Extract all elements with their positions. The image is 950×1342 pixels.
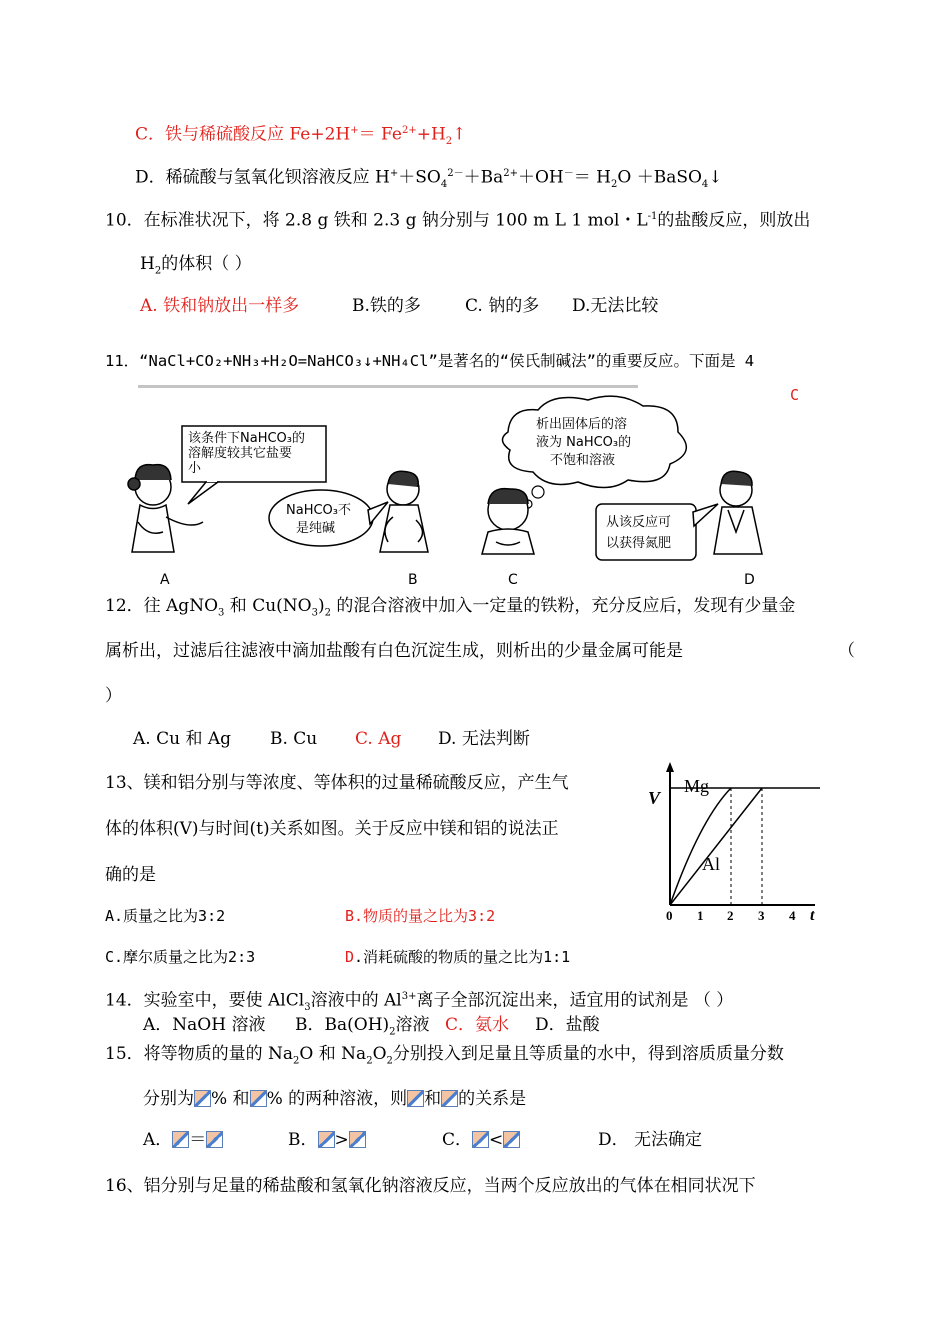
image-placeholder-icon — [503, 1131, 520, 1148]
q15-stem-line2: 分别为 % 和 % 的两种溶液，则 和 的关系是 — [143, 1089, 527, 1109]
q10-stem: 10．在标准状况下，将 2.8 g 铁和 2.3 g 钠分别与 100 m L 1 mol・$L^{-1}$的盐酸反应，则放出 — [105, 210, 811, 231]
q12-option-d: D. 无法判断 — [438, 729, 530, 749]
bubble-b-line1: NaHCO₃不 — [286, 503, 351, 518]
q12-stem-line2: 属析出，过滤后往滤液中滴加盐酸有白色沉淀生成，则析出的少量金属可能是 — [105, 641, 683, 661]
q13-option-c: C.摩尔质量之比为2:3 — [105, 948, 256, 966]
q10-stem-line2: $H_2$的体积（ ） — [140, 254, 252, 277]
image-placeholder-icon — [172, 1131, 189, 1148]
q12-option-b: B. Cu — [270, 729, 318, 749]
mg-label: Mg — [684, 776, 710, 796]
q11-stem: 11．“NaCl+CO₂+NH₃+H₂O=NaHCO₃↓+NH₄Cl”是著名的“侯氏制碱法”的重要反应。下面是 4 — [105, 352, 755, 370]
bubble-a-line1: 该条件下NaHCO₃的 — [188, 431, 305, 446]
q14-stem: 14．实验室中，要使 AlCl$_3$溶液中的 $Al^{3+}$离子全部沉淀出来，适宜用的试剂是 （ ） — [105, 990, 734, 1014]
bubble-d — [596, 504, 696, 560]
person-c-figure — [482, 489, 534, 554]
bubble-c-line1: 析出固体后的溶 — [536, 417, 628, 432]
q13-option-b: B.物质的量之比为3:2 — [345, 907, 496, 925]
label-c: C — [508, 572, 518, 587]
bubble-b-line2: 是纯碱 — [296, 521, 336, 536]
q13-stem-line3: 确的是 — [105, 865, 156, 885]
q15-option-c: C． < — [442, 1129, 520, 1151]
q15-stem-line1: 15．将等物质的量的 $Na_2O$ 和 $Na_2O_2$分别投入到足量且等质量的水中，得到溶质质量分数 — [105, 1044, 784, 1067]
q10-option-b: B.铁的多 — [352, 296, 421, 316]
image-placeholder-icon — [472, 1131, 489, 1148]
bubble-d-line2: 以获得氮肥 — [606, 536, 672, 551]
y-axis-label: V — [648, 788, 661, 808]
person-b-figure — [380, 471, 428, 552]
bubble-a-line3: 小 — [188, 461, 202, 476]
q10-option-a: A. 铁和钠放出一样多 — [140, 296, 300, 316]
q13-stem-line1: 13、镁和铝分别与等浓度、等体积的过量稀硫酸反应，产生气 — [105, 773, 569, 793]
image-placeholder-icon — [407, 1090, 424, 1107]
al-label: Al — [702, 854, 720, 874]
x-axis-label: t — [810, 907, 815, 924]
q14-option-d: D．盐酸 — [535, 1015, 600, 1035]
q16-stem: 16、铝分别与足量的稀盐酸和氢氧化钠溶液反应，当两个反应放出的气体在相同状况下 — [105, 1176, 756, 1196]
tick-2: 2 — [727, 908, 734, 923]
q11-cartoon-illustration — [118, 392, 798, 587]
q12-paren-open: （ — [838, 641, 855, 661]
bubble-c-line3: 不饱和溶液 — [550, 453, 616, 468]
image-placeholder-icon — [206, 1131, 223, 1148]
image-placeholder-icon — [250, 1090, 267, 1107]
q13-volume-time-graph — [640, 760, 825, 925]
q12-option-a: A. Cu 和 Ag — [133, 729, 232, 749]
q13-stem-line2: 体的体积(V)与时间(t)关系如图。关于反应中镁和铝的说法正 — [105, 819, 559, 839]
image-placeholder-icon — [318, 1131, 335, 1148]
image-placeholder-icon — [441, 1090, 458, 1107]
bubble-c-line2: 液为 NaHCO₃的 — [536, 435, 632, 450]
q12-stem-line1: 12．往 AgNO$_3$ 和 $Cu(NO_3)_2$ 的混合溶液中加入一定量的铁粉，充分反应后，发现有少量金 — [105, 596, 796, 619]
image-placeholder-icon — [194, 1090, 211, 1107]
q15-option-a: A． ＝ — [143, 1129, 223, 1151]
tick-4: 4 — [789, 908, 796, 923]
q15-option-d: D． 无法确定 — [598, 1130, 703, 1150]
q12-paren-close: ） — [105, 686, 122, 706]
bubble-a-line2: 溶解度较其它盐要 — [188, 446, 293, 461]
tick-1: 1 — [697, 908, 704, 923]
q12-option-c: C. Ag — [355, 729, 402, 749]
label-b: B — [408, 572, 418, 587]
label-a: A — [160, 572, 170, 587]
q13-option-d: D.消耗硫酸的物质的量之比为1:1 — [345, 948, 571, 966]
q15-option-b: B． > — [288, 1129, 366, 1151]
q11-answer: C — [790, 386, 800, 404]
mg-curve — [670, 788, 731, 905]
q14-option-b: B．$Ba(OH)_2$溶液 — [295, 1015, 430, 1038]
bubble-d-line1: 从该反应可 — [606, 515, 672, 530]
bubble-b — [269, 490, 373, 546]
q14-option-a: A．NaOH 溶液 — [143, 1015, 266, 1035]
image-placeholder-icon — [349, 1131, 366, 1148]
q9-option-c: C．铁与稀硫酸反应 $Fe+2H^+= Fe^{2+}+H_2↑$ — [135, 124, 467, 148]
q13-option-a: A.质量之比为3:2 — [105, 907, 226, 925]
q9-option-d: D．稀硫酸与氢氧化钡溶液反应 $H^++SO_4^{2-}+Ba^{2+}+OH^-= H_2O$ ＋BaSO$_4$↓ — [135, 167, 723, 191]
person-d-figure — [714, 471, 762, 554]
tick-3: 3 — [758, 908, 765, 923]
label-d: D — [744, 572, 755, 587]
q10-option-c: C. 钠的多 — [465, 296, 540, 316]
q10-option-d: D.无法比较 — [572, 296, 659, 316]
q11-clipped-text — [118, 380, 798, 392]
q14-option-c: C．氨水 — [445, 1015, 510, 1035]
tick-0: 0 — [666, 908, 673, 923]
